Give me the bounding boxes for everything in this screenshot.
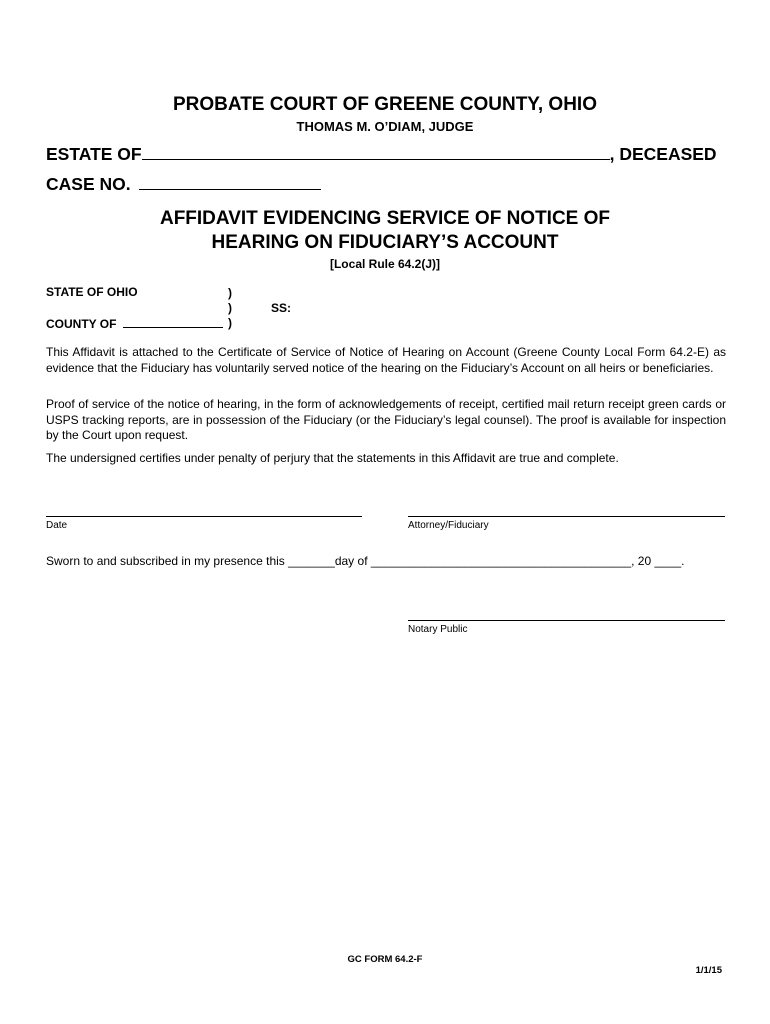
attorney-signature-line[interactable]: [408, 516, 725, 517]
notary-label: Notary Public: [408, 624, 468, 635]
attorney-label: Attorney/Fiduciary: [408, 520, 489, 531]
local-rule: [Local Rule 64.2(J)]: [329, 257, 441, 271]
estate-name-field[interactable]: [142, 142, 610, 160]
form-revision-date: 1/1/15: [695, 965, 722, 976]
notary-signature-line[interactable]: [408, 620, 725, 621]
ss-label: SS:: [271, 301, 292, 315]
county-label: COUNTY OF: [46, 317, 117, 331]
paren-3: ): [228, 316, 232, 330]
case-number-line: [46, 172, 321, 195]
judge-name: THOMAS M. O’DIAM, JUDGE: [296, 119, 474, 134]
paragraph-certify: The undersigned certifies under penalty of perjury that the statements in this Affidavit are true and complete.: [46, 451, 619, 465]
court-name: PROBATE COURT OF GREENE COUNTY, OHIO: [172, 94, 597, 115]
case-number-label: CASE NO.: [46, 174, 131, 194]
date-signature-line[interactable]: [46, 516, 362, 517]
estate-of-label: ESTATE OF: [46, 144, 142, 164]
form-number: GC FORM 64.2-F: [347, 954, 423, 965]
form-title-line-2: HEARING ON FIDUCIARY’S ACCOUNT: [211, 232, 559, 253]
paragraph-proof: Proof of service of the notice of hearing, in the form of acknowledgements of receipt, certified mail return receipt green cards or USPS tracking reports, are in possession of the Fiduciary (or the Fiduciary’s legal counsel). The proof is available for inspection by the Court upon request.: [46, 397, 726, 442]
deceased-label: , DECEASED: [609, 144, 717, 164]
paren-2: ): [228, 301, 232, 315]
form-title-line-1: AFFIDAVIT EVIDENCING SERVICE OF NOTICE OF: [159, 208, 611, 229]
county-field[interactable]: [123, 315, 223, 328]
date-label: Date: [46, 520, 68, 531]
estate-of-line: [46, 142, 726, 165]
case-number-field[interactable]: [139, 172, 321, 190]
state-label: STATE OF OHIO: [46, 285, 138, 299]
county-line: [46, 315, 223, 331]
paren-1: ): [228, 286, 232, 300]
sworn-statement: Sworn to and subscribed in my presence this _______day of _______________________________________, 20 ____.: [46, 554, 685, 568]
paragraph-attached: This Affidavit is attached to the Certificate of Service of Notice of Hearing on Account (Greene County Local Form 64.2-E) as evidence that the Fiduciary has voluntarily served notice of the hearing on the Fiduciary’s Account on all heirs or beneficiaries.: [46, 345, 726, 375]
